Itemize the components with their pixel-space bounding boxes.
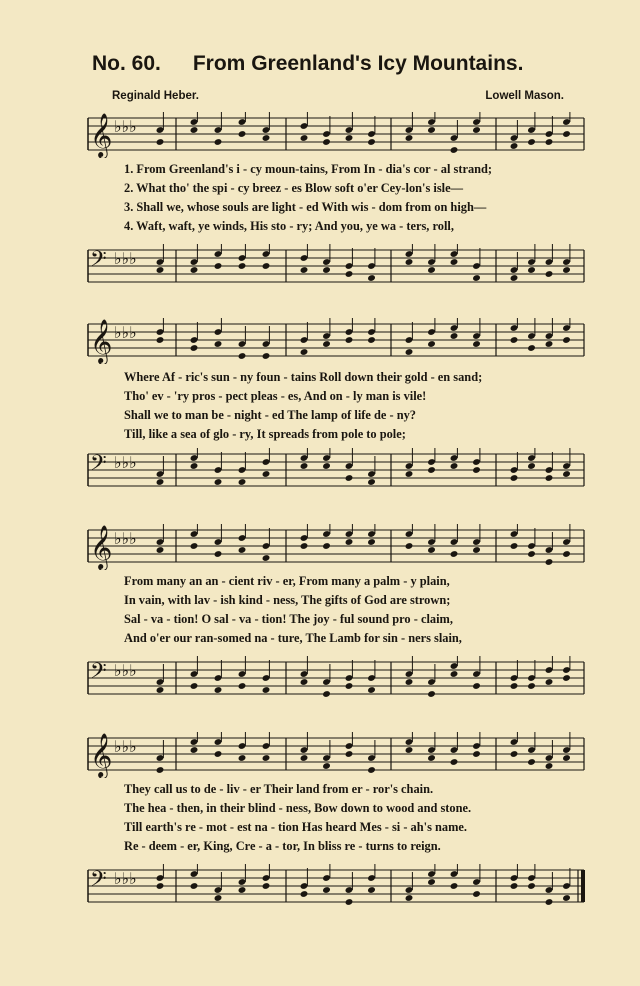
note-head: [450, 258, 459, 266]
bass-clef-icon: 𝄢: [90, 247, 107, 277]
lyric-line: 4. Waft, waft, ye winds, His sto - ry; And you, ye wa - ters, roll,: [124, 219, 454, 233]
note-head: [427, 126, 436, 134]
note-head: [562, 336, 571, 344]
note-head: [322, 340, 331, 348]
note-head: [367, 336, 376, 344]
note-head: [472, 750, 481, 758]
note-head: [190, 542, 199, 550]
note-head: [427, 690, 436, 698]
note-head: [545, 558, 554, 566]
treble-staff: [86, 112, 586, 158]
note-head: [262, 686, 271, 694]
note-head: [472, 126, 481, 134]
note-head: [405, 894, 414, 902]
key-signature-icon: ♭♭♭: [114, 737, 137, 756]
note-head: [214, 478, 223, 486]
lyrics-block: [124, 572, 586, 648]
note-head: [190, 462, 199, 470]
lyric-line: Sal - va - tion! O sal - va - tion! The joy - ful sound pro - claim,: [124, 612, 453, 626]
note-head: [190, 344, 199, 352]
note-head: [510, 750, 519, 758]
note-head: [367, 538, 376, 546]
bass-clef-icon: 𝄢: [90, 659, 107, 689]
note-head: [262, 262, 271, 270]
note-head: [450, 462, 459, 470]
note-head: [262, 134, 271, 142]
note-head: [427, 266, 436, 274]
note-head: [510, 682, 519, 690]
note-head: [545, 340, 554, 348]
note-head: [472, 274, 481, 282]
note-head: [367, 886, 376, 894]
lyric-line: From many an an - cient riv - er, From many a palm - y plain,: [124, 574, 450, 588]
note-head: [345, 270, 354, 278]
note-head: [545, 474, 554, 482]
note-head: [510, 142, 519, 150]
composer: Lowell Mason.: [485, 90, 564, 102]
note-head: [322, 462, 331, 470]
note-head: [510, 274, 519, 282]
note-head: [345, 538, 354, 546]
treble-staff: [86, 524, 586, 570]
key-signature-icon: ♭♭♭: [114, 117, 137, 136]
lyric-line: 1. From Greenland's i - cy moun-tains, From In - dia's cor - al strand;: [124, 162, 493, 176]
hymn-title: From Greenland's Icy Mountains.: [192, 52, 524, 75]
note-head: [262, 554, 271, 562]
note-head: [405, 348, 414, 356]
note-head: [510, 542, 519, 550]
note-head: [527, 344, 536, 352]
lyric-line: 2. What tho' the spi - cy breez - es Blow soft o'er Cey-lon's isle—: [124, 181, 463, 195]
hymn-header: [92, 52, 612, 76]
lyric-line: They call us to de - liv - er Their land from er - ror's chain.: [124, 782, 434, 796]
music-system-3: [86, 524, 586, 704]
note-head: [450, 758, 459, 766]
note-head: [190, 746, 199, 754]
note-head: [300, 266, 309, 274]
lyric-line: Till earth's re - mot - est na - tion Has heard Mes - si - ah's name.: [124, 820, 468, 834]
note-head: [545, 898, 554, 906]
note-head: [562, 754, 571, 762]
note-head: [510, 882, 519, 890]
key-signature-icon: ♭♭♭: [114, 869, 137, 888]
treble-staff: [86, 732, 586, 778]
note-head: [450, 550, 459, 558]
note-head: [367, 478, 376, 486]
key-signature-icon: ♭♭♭: [114, 249, 137, 268]
note-head: [562, 894, 571, 902]
lyrics-block: [124, 368, 586, 444]
note-head: [262, 882, 271, 890]
note-head: [562, 674, 571, 682]
note-head: [238, 546, 247, 554]
note-head: [562, 550, 571, 558]
note-head: [300, 542, 309, 550]
note-head: [527, 266, 536, 274]
note-head: [405, 746, 414, 754]
note-head: [427, 340, 436, 348]
note-head: [214, 894, 223, 902]
note-head: [427, 546, 436, 554]
note-head: [322, 690, 331, 698]
note-head: [322, 542, 331, 550]
note-head: [510, 474, 519, 482]
note-head: [545, 270, 554, 278]
note-head: [300, 134, 309, 142]
treble-clef-icon: 𝄞: [90, 113, 113, 157]
bass-staff: [86, 244, 586, 290]
note-head: [322, 886, 331, 894]
note-head: [238, 262, 247, 270]
note-head: [405, 678, 414, 686]
bass-clef-icon: 𝄢: [90, 867, 107, 897]
note-head: [190, 266, 199, 274]
note-head: [562, 470, 571, 478]
music-system-2: [86, 318, 586, 498]
note-head: [405, 258, 414, 266]
note-head: [238, 130, 247, 138]
treble-clef-icon: 𝄞: [90, 319, 113, 363]
note-head: [545, 138, 554, 146]
note-head: [214, 340, 223, 348]
note-head: [156, 266, 165, 274]
note-head: [450, 670, 459, 678]
note-head: [156, 882, 165, 890]
note-head: [238, 478, 247, 486]
note-head: [527, 462, 536, 470]
note-head: [345, 336, 354, 344]
note-head: [472, 546, 481, 554]
note-head: [450, 332, 459, 340]
note-head: [300, 754, 309, 762]
treble-clef-icon: 𝄞: [90, 525, 113, 569]
note-head: [472, 466, 481, 474]
note-head: [345, 750, 354, 758]
note-head: [300, 890, 309, 898]
note-head: [262, 754, 271, 762]
note-head: [262, 470, 271, 478]
lyric-line: Tho' ev - 'ry pros - pect pleas - es, And on - ly man is vile!: [124, 389, 427, 403]
note-head: [527, 138, 536, 146]
note-head: [427, 878, 436, 886]
note-head: [156, 478, 165, 486]
note-head: [405, 470, 414, 478]
key-signature-icon: ♭♭♭: [114, 661, 137, 680]
note-head: [367, 766, 376, 774]
note-head: [367, 686, 376, 694]
lyrics-block: [124, 780, 586, 856]
key-signature-icon: ♭♭♭: [114, 529, 137, 548]
note-head: [405, 134, 414, 142]
music-system-4: [86, 732, 586, 912]
note-head: [300, 678, 309, 686]
note-head: [427, 754, 436, 762]
note-head: [345, 474, 354, 482]
note-head: [545, 678, 554, 686]
bass-staff: [86, 656, 586, 702]
note-head: [510, 336, 519, 344]
note-head: [450, 146, 459, 154]
lyric-line: 3. Shall we, whose souls are light - ed With wis - dom from on high—: [124, 200, 487, 214]
note-head: [322, 138, 331, 146]
note-head: [527, 682, 536, 690]
note-head: [238, 352, 247, 360]
note-head: [156, 546, 165, 554]
note-head: [156, 336, 165, 344]
note-head: [562, 266, 571, 274]
note-head: [322, 266, 331, 274]
lyric-line: In vain, with lav - ish kind - ness, The gifts of God are strown;: [124, 593, 451, 607]
note-head: [238, 682, 247, 690]
treble-staff: [86, 318, 586, 364]
note-head: [238, 886, 247, 894]
note-head: [190, 882, 199, 890]
treble-clef-icon: 𝄞: [90, 733, 113, 777]
note-head: [214, 750, 223, 758]
note-head: [367, 138, 376, 146]
lyrics-block: [124, 160, 586, 236]
bass-clef-icon: 𝄢: [90, 451, 107, 481]
credits: [112, 90, 564, 102]
key-signature-icon: ♭♭♭: [114, 323, 137, 342]
note-head: [214, 262, 223, 270]
lyric-line: And o'er our ran-somed na - ture, The Lamb for sin - ners slain,: [124, 631, 462, 645]
lyric-line: Shall we to man be - night - ed The lamp of life de - ny?: [124, 408, 416, 422]
note-head: [300, 348, 309, 356]
lyric-line: Re - deem - er, King, Cre - a - tor, In bliss re - turns to reign.: [124, 839, 441, 853]
note-head: [322, 762, 331, 770]
lyric-line: The hea - then, in their blind - ness, Bow down to wood and stone.: [124, 801, 472, 815]
note-head: [472, 890, 481, 898]
note-head: [527, 550, 536, 558]
note-head: [238, 754, 247, 762]
lyric-line: Where Af - ric's sun - ny foun - tains Roll down their gold - en sand;: [124, 370, 483, 384]
key-signature-icon: ♭♭♭: [114, 453, 137, 472]
note-head: [156, 138, 165, 146]
note-head: [214, 138, 223, 146]
note-head: [450, 882, 459, 890]
note-head: [300, 462, 309, 470]
note-head: [190, 126, 199, 134]
note-head: [367, 274, 376, 282]
note-head: [214, 550, 223, 558]
note-head: [262, 352, 271, 360]
note-head: [427, 466, 436, 474]
lyric-line: Till, like a sea of glo - ry, It spreads from pole to pole;: [124, 427, 406, 441]
note-head: [405, 542, 414, 550]
music-system-1: [86, 112, 586, 292]
note-head: [527, 758, 536, 766]
bass-staff: [86, 448, 586, 494]
note-head: [345, 898, 354, 906]
note-head: [345, 682, 354, 690]
hymn-number: No. 60.: [92, 52, 161, 75]
note-head: [472, 340, 481, 348]
bass-staff: [86, 864, 586, 910]
lyricist: Reginald Heber.: [112, 90, 199, 102]
note-head: [345, 134, 354, 142]
note-head: [472, 682, 481, 690]
note-head: [214, 686, 223, 694]
note-head: [156, 766, 165, 774]
note-head: [156, 686, 165, 694]
note-head: [527, 882, 536, 890]
note-head: [545, 762, 554, 770]
note-head: [190, 682, 199, 690]
note-head: [562, 130, 571, 138]
